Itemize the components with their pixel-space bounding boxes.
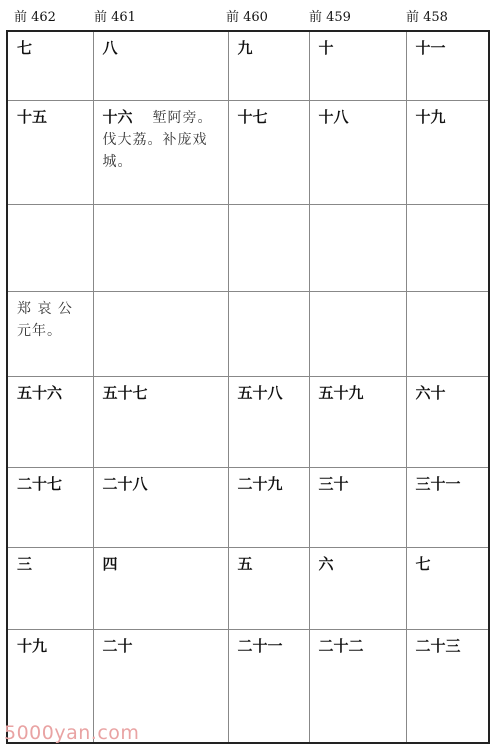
table-cell-with-note (7, 291, 93, 376)
year-header-462: 前 462 (14, 10, 56, 25)
table-cell (309, 291, 406, 376)
table-cell: 二十七 (7, 467, 93, 547)
table-cell: 九 (228, 31, 309, 100)
table-row (7, 31, 489, 100)
table-cell-with-note (93, 100, 228, 204)
table-cell: 二十八 (93, 467, 228, 547)
table-cell (93, 204, 228, 291)
table-cell: 五十九 (309, 376, 406, 467)
site-watermark: 5000yan.com (4, 722, 140, 744)
table-cell (7, 204, 93, 291)
year-header-458: 前 458 (406, 10, 448, 25)
table-cell: 六十 (406, 376, 489, 467)
table-cell-value: 十六 (102, 107, 133, 126)
table-cell (93, 291, 228, 376)
table-row (7, 467, 489, 547)
table-row (7, 100, 489, 204)
table-cell (406, 291, 489, 376)
table-cell: 五十八 (228, 376, 309, 467)
table-cell: 十八 (309, 100, 406, 204)
table-cell: 十 (309, 31, 406, 100)
year-header-461: 前 461 (94, 10, 136, 25)
table-cell (228, 204, 309, 291)
table-row (7, 291, 489, 376)
table-cell (406, 204, 489, 291)
table-cell: 十七 (228, 100, 309, 204)
table-cell (228, 291, 309, 376)
table-row (7, 204, 489, 291)
table-row (7, 376, 489, 467)
table-cell: 六 (309, 547, 406, 629)
table-cell: 五十七 (93, 376, 228, 467)
table-cell: 五十六 (7, 376, 93, 467)
table-cell: 八 (93, 31, 228, 100)
table-cell: 十五 (7, 100, 93, 204)
table-cell: 二十一 (228, 629, 309, 743)
table-cell: 七 (7, 31, 93, 100)
table-cell: 二十二 (309, 629, 406, 743)
table-cell (309, 204, 406, 291)
table-cell: 三十一 (406, 467, 489, 547)
table-cell: 七 (406, 547, 489, 629)
table-cell: 四 (93, 547, 228, 629)
table-cell: 三 (7, 547, 93, 629)
table-cell: 二十三 (406, 629, 489, 743)
historical-note: 郑 哀 公元年。 (17, 300, 73, 339)
table-cell: 五 (228, 547, 309, 629)
historical-note: 堑阿旁。伐大荔。补庞戏城。 (102, 109, 213, 170)
table-cell: 二十九 (228, 467, 309, 547)
table-cell: 十一 (406, 31, 489, 100)
table-cell: 十九 (406, 100, 489, 204)
year-header-459: 前 459 (309, 10, 351, 25)
year-header-460: 前 460 (226, 10, 268, 25)
chronology-table (6, 30, 490, 744)
table-cell: 二十 (93, 629, 228, 743)
table-row (7, 547, 489, 629)
table-cell: 十九 (7, 629, 93, 743)
table-cell: 三十 (309, 467, 406, 547)
